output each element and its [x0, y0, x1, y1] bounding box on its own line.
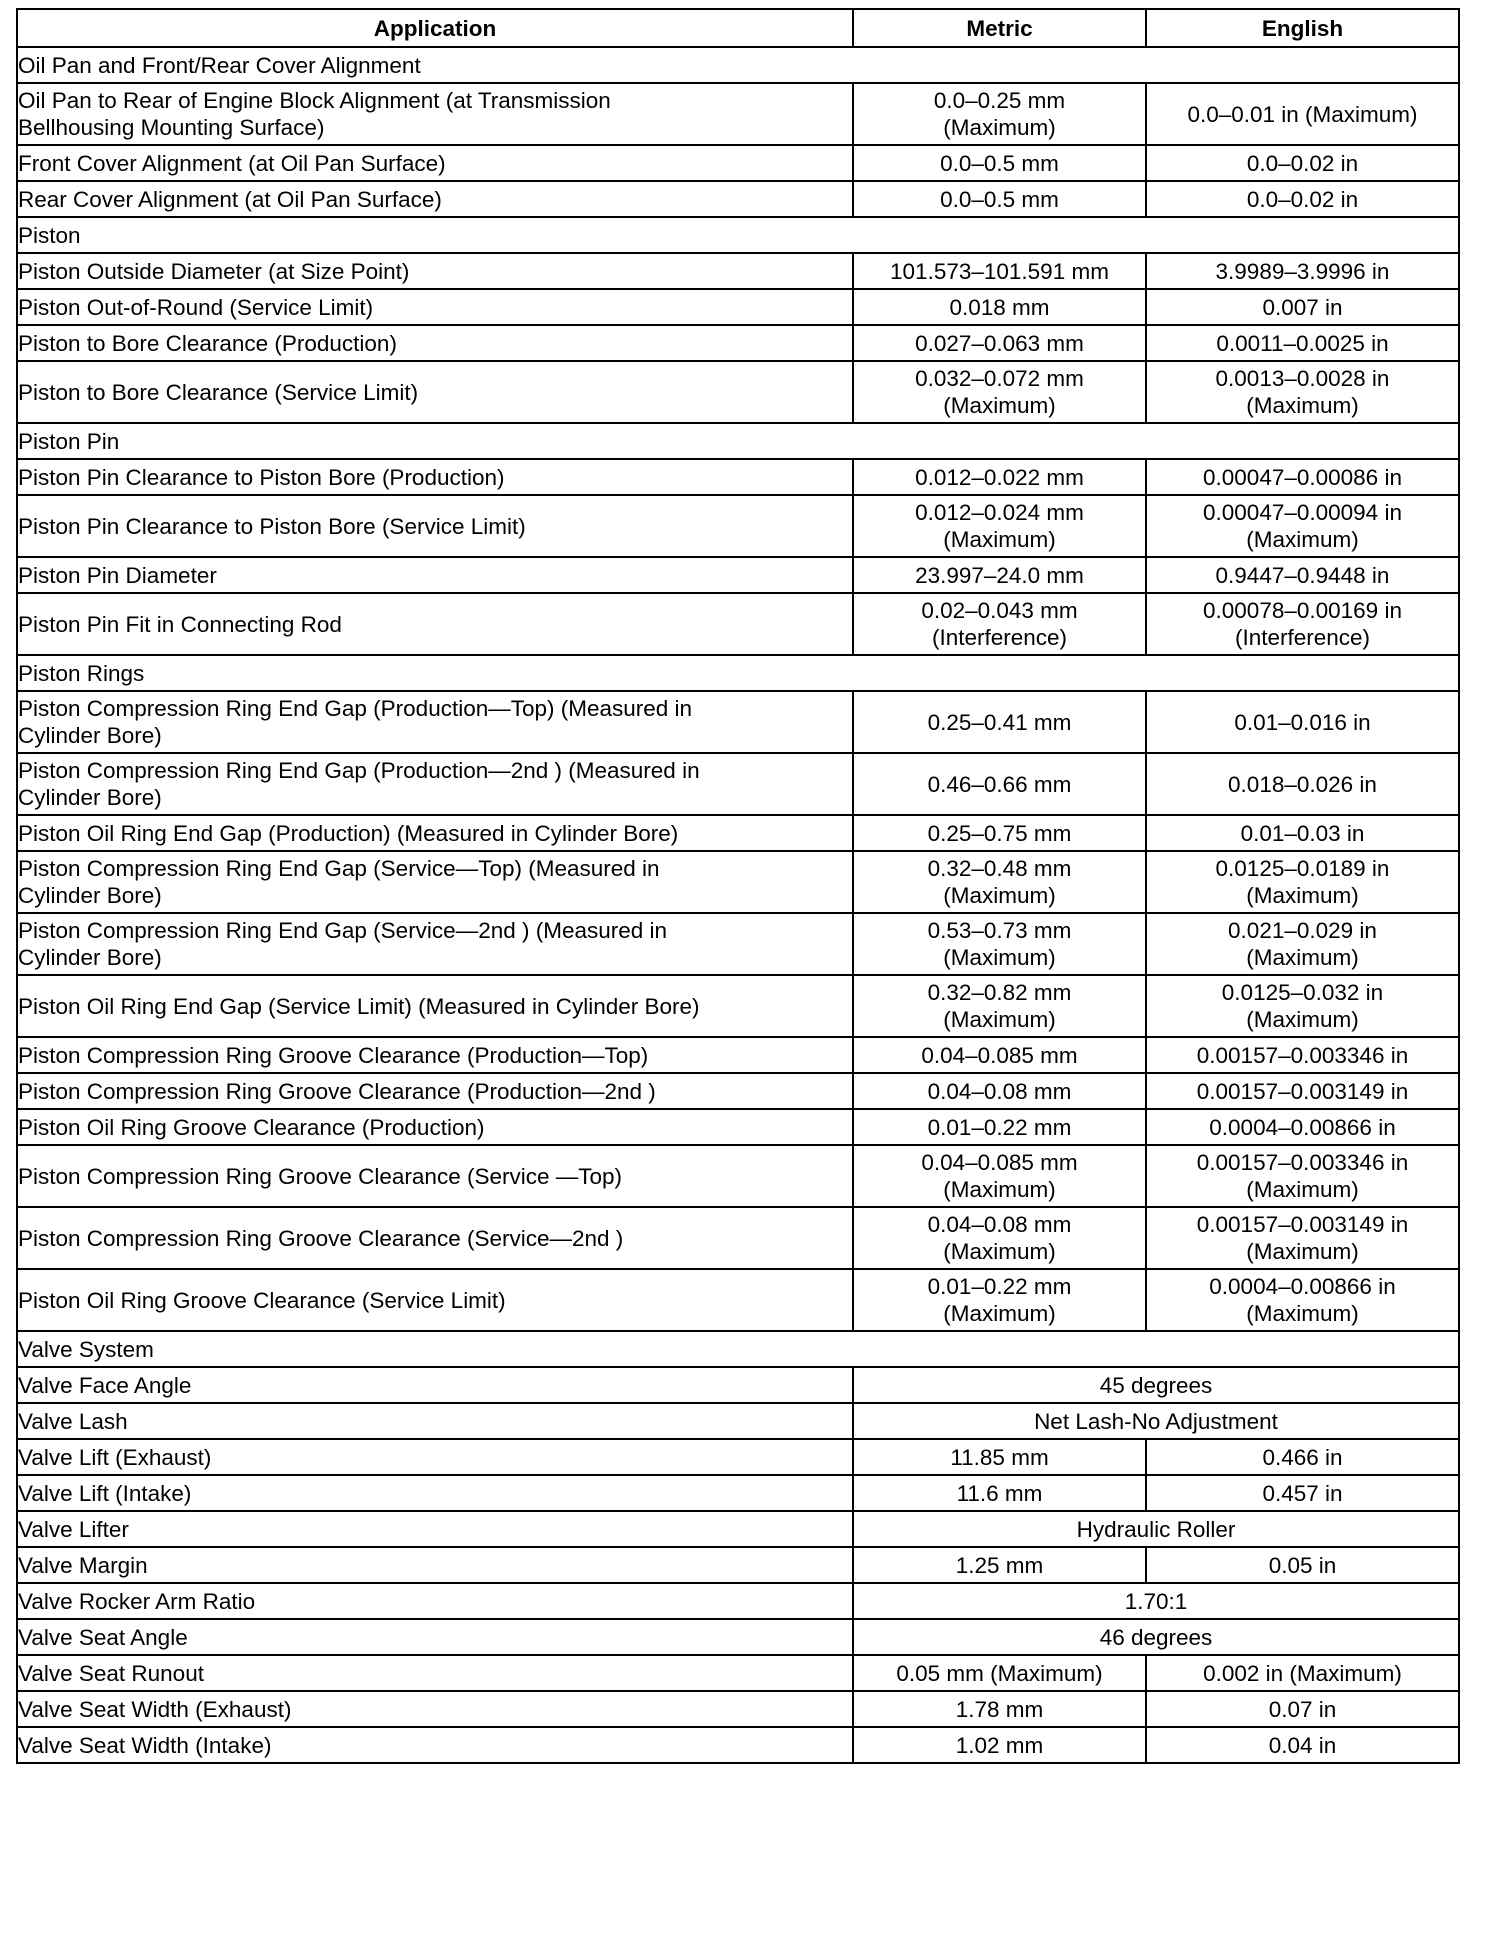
- application-cell: [17, 851, 853, 913]
- combined-value-cell: [853, 1619, 1459, 1655]
- cell-line: (Maximum): [943, 883, 1056, 908]
- metric-cell: [853, 361, 1146, 423]
- cell-line: (Maximum): [1246, 393, 1359, 418]
- cell-line: 45 degrees: [1099, 1372, 1213, 1398]
- table-row: [17, 1511, 1459, 1547]
- application-cell: [17, 289, 853, 325]
- cell-line: Piston Pin Clearance to Piston Bore (Production): [18, 464, 505, 490]
- metric-cell: [853, 1727, 1146, 1763]
- cell-line: Oil Pan to Rear of Engine Block Alignment (at Transmission: [18, 88, 611, 113]
- metric-cell: [853, 1207, 1146, 1269]
- metric-cell: [853, 975, 1146, 1037]
- cell-line: (Maximum): [1246, 1007, 1359, 1032]
- table-row: [17, 1583, 1459, 1619]
- english-cell: [1146, 1727, 1459, 1763]
- table-row: [17, 1655, 1459, 1691]
- section-row: [17, 217, 1459, 253]
- application-cell: [17, 83, 853, 145]
- table-row: [17, 691, 1459, 753]
- metric-cell: [853, 1691, 1146, 1727]
- section-title: Oil Pan and Front/Rear Cover Alignment: [17, 47, 1459, 83]
- table-row: [17, 1269, 1459, 1331]
- cell-line: (Maximum): [943, 1007, 1056, 1032]
- application-cell: [17, 361, 853, 423]
- metric-cell: [853, 1145, 1146, 1207]
- application-cell: [17, 1583, 853, 1619]
- cell-line: (Maximum): [943, 527, 1056, 552]
- application-cell: [17, 753, 853, 815]
- metric-cell: [853, 815, 1146, 851]
- application-cell: [17, 1109, 853, 1145]
- english-cell: [1146, 83, 1459, 145]
- application-cell: [17, 1403, 853, 1439]
- cell-line: 0.00078–0.00169 in: [1203, 598, 1402, 623]
- application-cell: [17, 913, 853, 975]
- table-row: [17, 459, 1459, 495]
- cell-line: 0.46–0.66 mm: [927, 771, 1072, 797]
- cell-line: 0.0004–0.00866 in: [1209, 1274, 1396, 1299]
- metric-cell: [853, 289, 1146, 325]
- metric-cell: [853, 851, 1146, 913]
- cell-line: Valve Seat Runout: [18, 1660, 204, 1686]
- application-cell: [17, 593, 853, 655]
- cell-line: 0.0–0.25 mm: [933, 88, 1066, 113]
- cell-line: Piston Oil Ring End Gap (Production) (Measured in Cylinder Bore): [18, 820, 679, 846]
- combined-value-cell: [853, 1403, 1459, 1439]
- cell-line: 0.012–0.024 mm: [915, 500, 1084, 525]
- cell-line: Hydraulic Roller: [1076, 1516, 1236, 1542]
- application-cell: [17, 1475, 853, 1511]
- specification-table: [16, 8, 1460, 1764]
- table-row: [17, 1547, 1459, 1583]
- cell-line: 0.04–0.085 mm: [921, 1042, 1078, 1068]
- cell-line: 0.0–0.02 in: [1246, 186, 1359, 212]
- cell-line: Valve Lash: [18, 1408, 128, 1434]
- cell-line: (Interference): [931, 625, 1068, 650]
- cell-line: Valve Margin: [18, 1552, 148, 1578]
- cell-line: 0.00157–0.003346 in: [1196, 1042, 1409, 1068]
- cell-line: 0.0–0.01 in (Maximum): [1187, 101, 1418, 127]
- cell-line: 0.457 in: [1262, 1480, 1343, 1506]
- table-row: [17, 1691, 1459, 1727]
- cell-line: (Maximum): [943, 1301, 1056, 1326]
- english-cell: [1146, 1037, 1459, 1073]
- table-header: [17, 9, 1459, 47]
- cell-line: 0.00157–0.003346 in: [1196, 1150, 1409, 1175]
- cell-line: (Maximum): [1246, 527, 1359, 552]
- application-cell: [17, 495, 853, 557]
- cell-line: 0.04 in: [1268, 1732, 1337, 1758]
- table-row: [17, 851, 1459, 913]
- english-cell: [1146, 459, 1459, 495]
- english-cell: [1146, 361, 1459, 423]
- cell-line: 0.00047–0.00086 in: [1203, 464, 1402, 490]
- english-cell: [1146, 1547, 1459, 1583]
- header-application: Application: [17, 9, 853, 47]
- table-row: [17, 975, 1459, 1037]
- metric-cell: [853, 1073, 1146, 1109]
- cell-line: 0.018–0.026 in: [1228, 771, 1377, 797]
- cell-line: 0.05 mm (Maximum): [896, 1660, 1103, 1686]
- cell-line: (Maximum): [1246, 883, 1359, 908]
- application-cell: [17, 1619, 853, 1655]
- cell-line: Piston to Bore Clearance (Production): [18, 330, 397, 356]
- metric-cell: [853, 325, 1146, 361]
- cell-line: 0.04–0.085 mm: [921, 1150, 1078, 1175]
- header-english: English: [1146, 9, 1459, 47]
- table-body: [17, 47, 1459, 1763]
- table-row: [17, 1403, 1459, 1439]
- cell-line: Valve Lift (Exhaust): [18, 1444, 212, 1470]
- cell-line: Cylinder Bore): [18, 945, 162, 970]
- table-row: [17, 145, 1459, 181]
- cell-line: Piston Compression Ring Groove Clearance (Production—2nd ): [18, 1078, 656, 1104]
- application-cell: [17, 1269, 853, 1331]
- cell-line: Rear Cover Alignment (at Oil Pan Surface): [18, 186, 442, 212]
- cell-line: 0.32–0.48 mm: [927, 856, 1072, 881]
- cell-line: 0.05 in: [1268, 1552, 1337, 1578]
- table-row: [17, 83, 1459, 145]
- english-cell: [1146, 1655, 1459, 1691]
- cell-line: Piston Compression Ring End Gap (Service—2nd ) (Measured in: [18, 918, 668, 943]
- cell-line: 0.0125–0.032 in: [1221, 980, 1384, 1005]
- english-cell: [1146, 975, 1459, 1037]
- section-title: Piston Rings: [17, 655, 1459, 691]
- cell-line: Piston Compression Ring Groove Clearance (Service —Top): [18, 1163, 622, 1189]
- cell-line: Piston to Bore Clearance (Service Limit): [18, 379, 419, 405]
- application-cell: [17, 1691, 853, 1727]
- application-cell: [17, 1511, 853, 1547]
- application-cell: [17, 145, 853, 181]
- cell-line: 11.6 mm: [956, 1480, 1043, 1506]
- section-row: [17, 655, 1459, 691]
- table-row: [17, 1475, 1459, 1511]
- combined-value-cell: [853, 1511, 1459, 1547]
- table-row: [17, 253, 1459, 289]
- english-cell: [1146, 1439, 1459, 1475]
- application-cell: [17, 325, 853, 361]
- cell-line: 0.04–0.08 mm: [927, 1078, 1072, 1104]
- cell-line: 0.027–0.063 mm: [915, 330, 1084, 356]
- cell-line: 0.9447–0.9448 in: [1215, 562, 1390, 588]
- metric-cell: [853, 593, 1146, 655]
- cell-line: Cylinder Bore): [18, 785, 162, 810]
- section-title: Piston: [17, 217, 1459, 253]
- cell-line: Valve Seat Width (Exhaust): [18, 1696, 292, 1722]
- english-cell: [1146, 1269, 1459, 1331]
- table-row: [17, 753, 1459, 815]
- cell-line: (Maximum): [943, 1177, 1056, 1202]
- english-cell: [1146, 1109, 1459, 1145]
- cell-line: 0.012–0.022 mm: [915, 464, 1084, 490]
- table-row: [17, 495, 1459, 557]
- section-row: [17, 1331, 1459, 1367]
- cell-line: 0.0004–0.00866 in: [1209, 1114, 1396, 1140]
- table-row: [17, 1439, 1459, 1475]
- cell-line: Front Cover Alignment (at Oil Pan Surface): [18, 150, 446, 176]
- table-row: [17, 1109, 1459, 1145]
- metric-cell: [853, 753, 1146, 815]
- english-cell: [1146, 253, 1459, 289]
- cell-line: (Maximum): [943, 393, 1056, 418]
- cell-line: 0.0011–0.0025 in: [1216, 330, 1389, 356]
- cell-line: 0.00157–0.003149 in: [1196, 1212, 1409, 1237]
- section-row: [17, 47, 1459, 83]
- metric-cell: [853, 1109, 1146, 1145]
- cell-line: 46 degrees: [1099, 1624, 1213, 1650]
- cell-line: 0.25–0.41 mm: [927, 709, 1072, 735]
- metric-cell: [853, 1269, 1146, 1331]
- english-cell: [1146, 815, 1459, 851]
- metric-cell: [853, 495, 1146, 557]
- cell-line: (Maximum): [1246, 1239, 1359, 1264]
- table-row: [17, 1367, 1459, 1403]
- cell-line: 0.01–0.22 mm: [927, 1274, 1072, 1299]
- table-row: [17, 1619, 1459, 1655]
- cell-line: 0.02–0.043 mm: [921, 598, 1078, 623]
- cell-line: 0.04–0.08 mm: [927, 1212, 1072, 1237]
- cell-line: Valve Lifter: [18, 1516, 129, 1542]
- cell-line: Valve Seat Width (Intake): [18, 1732, 272, 1758]
- english-cell: [1146, 325, 1459, 361]
- cell-line: 0.032–0.072 mm: [915, 366, 1084, 391]
- cell-line: (Maximum): [1246, 1301, 1359, 1326]
- cell-line: 0.466 in: [1262, 1444, 1343, 1470]
- cell-line: 0.0–0.02 in: [1246, 150, 1359, 176]
- application-cell: [17, 1655, 853, 1691]
- cell-line: 23.997–24.0 mm: [915, 562, 1084, 588]
- cell-line: Cylinder Bore): [18, 723, 162, 748]
- metric-cell: [853, 1439, 1146, 1475]
- metric-cell: [853, 181, 1146, 217]
- cell-line: (Interference): [1234, 625, 1371, 650]
- cell-line: (Maximum): [1246, 945, 1359, 970]
- cell-line: 0.01–0.016 in: [1234, 709, 1371, 735]
- english-cell: [1146, 289, 1459, 325]
- english-cell: [1146, 593, 1459, 655]
- cell-line: 0.32–0.82 mm: [927, 980, 1072, 1005]
- metric-cell: [853, 913, 1146, 975]
- english-cell: [1146, 1475, 1459, 1511]
- cell-line: Bellhousing Mounting Surface): [18, 115, 325, 140]
- cell-line: Piston Oil Ring End Gap (Service Limit) (Measured in Cylinder Bore): [18, 993, 700, 1019]
- cell-line: Piston Pin Fit in Connecting Rod: [18, 611, 342, 637]
- application-cell: [17, 253, 853, 289]
- metric-cell: [853, 83, 1146, 145]
- cell-line: 0.01–0.03 in: [1240, 820, 1365, 846]
- table-row: [17, 1727, 1459, 1763]
- cell-line: Valve Face Angle: [18, 1372, 192, 1398]
- metric-cell: [853, 557, 1146, 593]
- table-row: [17, 181, 1459, 217]
- cell-line: Piston Pin Clearance to Piston Bore (Service Limit): [18, 513, 526, 539]
- english-cell: [1146, 851, 1459, 913]
- table-row: [17, 593, 1459, 655]
- cell-line: 0.0125–0.0189 in: [1215, 856, 1390, 881]
- english-cell: [1146, 557, 1459, 593]
- metric-cell: [853, 1475, 1146, 1511]
- cell-line: Piston Oil Ring Groove Clearance (Production): [18, 1114, 485, 1140]
- cell-line: 101.573–101.591 mm: [890, 258, 1109, 284]
- english-cell: [1146, 1691, 1459, 1727]
- application-cell: [17, 1367, 853, 1403]
- metric-cell: [853, 1547, 1146, 1583]
- cell-line: 3.9989–3.9996 in: [1215, 258, 1390, 284]
- cell-line: Piston Pin Diameter: [18, 562, 217, 588]
- cell-line: Net Lash-No Adjustment: [1034, 1408, 1278, 1434]
- section-title: Piston Pin: [17, 423, 1459, 459]
- metric-cell: [853, 145, 1146, 181]
- section-row: [17, 423, 1459, 459]
- combined-value-cell: [853, 1367, 1459, 1403]
- application-cell: [17, 181, 853, 217]
- english-cell: [1146, 1207, 1459, 1269]
- english-cell: [1146, 1145, 1459, 1207]
- cell-line: 0.07 in: [1268, 1696, 1337, 1722]
- cell-line: 0.0013–0.0028 in: [1215, 366, 1390, 391]
- cell-line: 0.25–0.75 mm: [927, 820, 1072, 846]
- cell-line: Valve Lift (Intake): [18, 1480, 192, 1506]
- application-cell: [17, 1547, 853, 1583]
- cell-line: Piston Compression Ring Groove Clearance (Production—Top): [18, 1042, 649, 1068]
- cell-line: 0.007 in: [1262, 294, 1343, 320]
- metric-cell: [853, 691, 1146, 753]
- cell-line: (Maximum): [1246, 1177, 1359, 1202]
- cell-line: Piston Compression Ring End Gap (Service—Top) (Measured in: [18, 856, 660, 881]
- english-cell: [1146, 691, 1459, 753]
- english-cell: [1146, 495, 1459, 557]
- table-row: [17, 1207, 1459, 1269]
- cell-line: 0.018 mm: [949, 294, 1050, 320]
- table-row: [17, 1145, 1459, 1207]
- cell-line: (Maximum): [943, 945, 1056, 970]
- section-title: Valve System: [17, 1331, 1459, 1367]
- table-row: [17, 557, 1459, 593]
- cell-line: 11.85 mm: [950, 1444, 1049, 1470]
- combined-value-cell: [853, 1583, 1459, 1619]
- cell-line: 0.0–0.5 mm: [940, 150, 1059, 176]
- table-row: [17, 815, 1459, 851]
- application-cell: [17, 1145, 853, 1207]
- metric-cell: [853, 1037, 1146, 1073]
- cell-line: Valve Rocker Arm Ratio: [18, 1588, 256, 1614]
- application-cell: [17, 1037, 853, 1073]
- table-row: [17, 1037, 1459, 1073]
- application-cell: [17, 1439, 853, 1475]
- cell-line: (Maximum): [943, 1239, 1056, 1264]
- cell-line: 0.00157–0.003149 in: [1196, 1078, 1409, 1104]
- application-cell: [17, 1207, 853, 1269]
- cell-line: 1.70:1: [1124, 1588, 1188, 1614]
- cell-line: 0.01–0.22 mm: [927, 1114, 1072, 1140]
- cell-line: 1.78 mm: [955, 1696, 1044, 1722]
- header-metric: Metric: [853, 9, 1146, 47]
- cell-line: Cylinder Bore): [18, 883, 162, 908]
- cell-line: Piston Compression Ring End Gap (Production—2nd ) (Measured in: [18, 758, 700, 783]
- cell-line: 0.021–0.029 in: [1228, 918, 1377, 943]
- english-cell: [1146, 181, 1459, 217]
- metric-cell: [853, 459, 1146, 495]
- english-cell: [1146, 145, 1459, 181]
- english-cell: [1146, 1073, 1459, 1109]
- cell-line: Piston Compression Ring End Gap (Production—Top) (Measured in: [18, 696, 693, 721]
- english-cell: [1146, 913, 1459, 975]
- application-cell: [17, 815, 853, 851]
- cell-line: 0.53–0.73 mm: [927, 918, 1072, 943]
- cell-line: 1.02 mm: [955, 1732, 1044, 1758]
- cell-line: Piston Out-of-Round (Service Limit): [18, 294, 374, 320]
- application-cell: [17, 1727, 853, 1763]
- cell-line: (Maximum): [943, 115, 1056, 140]
- application-cell: [17, 459, 853, 495]
- table-row: [17, 913, 1459, 975]
- table-row: [17, 1073, 1459, 1109]
- application-cell: [17, 1073, 853, 1109]
- application-cell: [17, 557, 853, 593]
- table-row: [17, 289, 1459, 325]
- english-cell: [1146, 753, 1459, 815]
- table-row: [17, 361, 1459, 423]
- cell-line: 0.00047–0.00094 in: [1203, 500, 1402, 525]
- cell-line: Piston Compression Ring Groove Clearance (Service—2nd ): [18, 1225, 624, 1251]
- cell-line: 0.0–0.5 mm: [940, 186, 1059, 212]
- metric-cell: [853, 253, 1146, 289]
- cell-line: Piston Outside Diameter (at Size Point): [18, 258, 410, 284]
- cell-line: 1.25 mm: [955, 1552, 1044, 1578]
- table-row: [17, 325, 1459, 361]
- application-cell: [17, 691, 853, 753]
- metric-cell: [853, 1655, 1146, 1691]
- cell-line: Piston Oil Ring Groove Clearance (Service Limit): [18, 1287, 506, 1313]
- cell-line: 0.002 in (Maximum): [1203, 1660, 1402, 1686]
- application-cell: [17, 975, 853, 1037]
- cell-line: Valve Seat Angle: [18, 1624, 188, 1650]
